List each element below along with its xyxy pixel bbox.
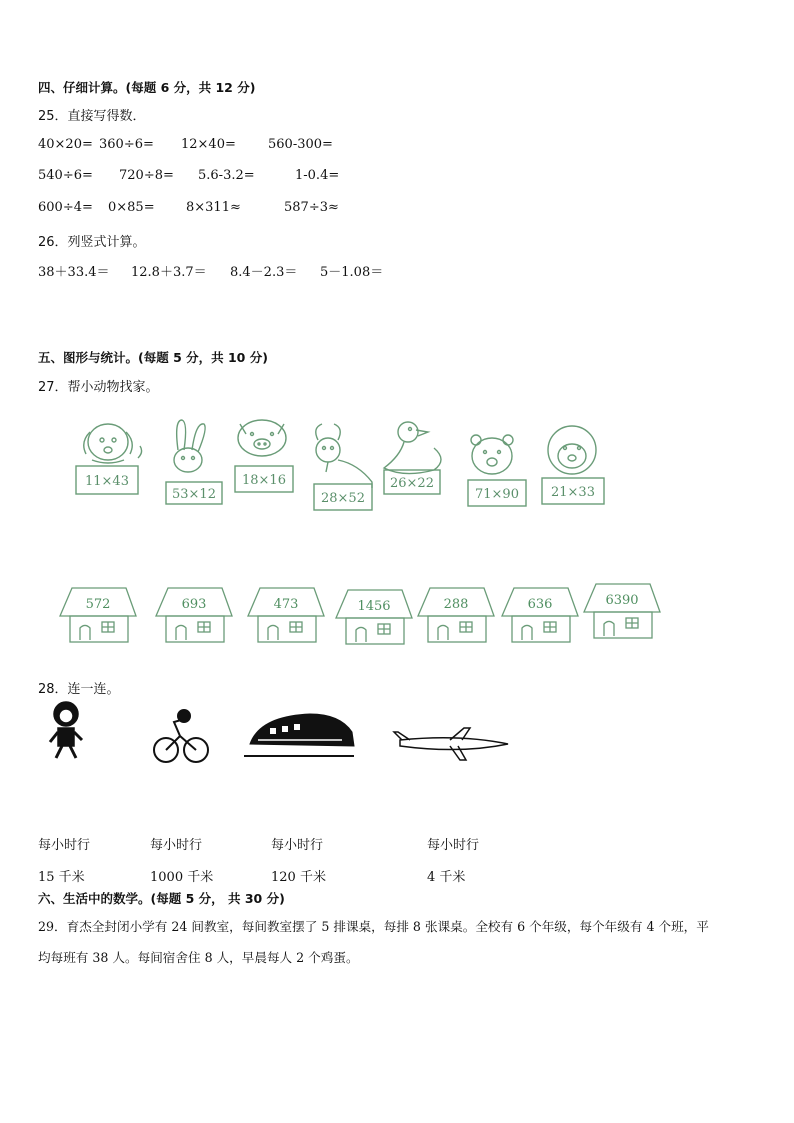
house-3-number: 1456: [357, 599, 391, 614]
house-4-number: 288: [443, 597, 469, 612]
monkey-icon: [548, 426, 596, 474]
bear-icon: [471, 435, 513, 474]
train-icon: [244, 714, 354, 756]
rabbit-icon: [174, 420, 205, 472]
cyclist-icon: [154, 710, 208, 762]
pig-icon: [238, 420, 286, 456]
q26-item-1: 12.8＋3.7＝: [131, 265, 207, 280]
q25-r2-c1: 0×85=: [108, 200, 155, 215]
duck-expr: 26×22: [390, 476, 434, 491]
q25-r0-c0: 40×20=: [38, 137, 93, 152]
speed-value-0: 15 千米: [38, 870, 85, 885]
speed-value-3: 4 千米: [427, 870, 466, 885]
dog-icon: [84, 424, 142, 463]
q25-r1-c3: 1-0.4=: [295, 168, 340, 183]
goat-expr: 28×52: [321, 491, 365, 506]
q26-item-3: 5－1.08＝: [320, 265, 384, 280]
q25-r0-c1: 360÷6=: [99, 137, 154, 152]
house-6-number: 6390: [605, 593, 639, 608]
q25-r2-c0: 600÷4=: [38, 200, 93, 215]
q25-r2-c2: 8×311≈: [186, 200, 241, 215]
rabbit-expr: 53×12: [172, 487, 216, 502]
q25-r0-c2: 12×40=: [181, 137, 236, 152]
speed-value-2: 120 千米: [271, 870, 326, 885]
house-5-number: 636: [527, 597, 553, 612]
question-26-label: 26．列竖式计算。: [38, 235, 146, 250]
dog-expr: 11×43: [85, 474, 129, 489]
transport-pictures: [44, 700, 524, 780]
bear-expr: 71×90: [475, 487, 519, 502]
q25-r0-c3: 560-300=: [268, 137, 333, 152]
house-1-number: 693: [181, 597, 207, 612]
houses-row: [58, 582, 668, 648]
speed-label-3: 每小时行: [427, 838, 480, 853]
airplane-icon: [394, 728, 508, 760]
house-2-number: 473: [273, 597, 299, 612]
q25-r1-c1: 720÷8=: [119, 168, 174, 183]
animals-row: [60, 410, 680, 520]
section-4-title: 四、仔细计算。(每题 6 分，共 12 分): [38, 80, 256, 95]
speed-label-0: 每小时行: [38, 838, 91, 853]
q25-r2-c3: 587÷3≈: [284, 200, 339, 215]
speed-label-1: 每小时行: [150, 838, 203, 853]
monkey-expr: 21×33: [551, 485, 595, 500]
question-27-label: 27．帮小动物找家。: [38, 380, 159, 395]
speed-value-1: 1000 千米: [150, 870, 214, 885]
pig-expr: 18×16: [242, 473, 286, 488]
q25-r1-c0: 540÷6=: [38, 168, 93, 183]
goat-icon: [316, 424, 372, 488]
duck-icon: [384, 422, 441, 474]
question-29-line-1: 29．育杰全封闭小学有 24 间教室，每间教室摆了 5 排课桌，每排 8 张课桌。全校有 6 个年级，每个年级有 4 个班，平: [38, 919, 709, 934]
section-5-title: 五、图形与统计。(每题 5 分，共 10 分): [38, 350, 268, 365]
q26-item-2: 8.4－2.3＝: [230, 265, 298, 280]
question-29-line-2: 均每班有 38 人。每间宿舍住 8 人，早晨每人 2 个鸡蛋。: [38, 950, 359, 965]
question-28-label: 28．连一连。: [38, 682, 120, 697]
question-25-label: 25．直接写得数．: [38, 109, 146, 124]
section-6-title: 六、生活中的数学。(每题 5 分， 共 30 分): [38, 891, 285, 906]
speed-label-2: 每小时行: [271, 838, 324, 853]
q25-r1-c2: 5.6-3.2=: [198, 168, 255, 183]
walking-girl-icon: [50, 702, 82, 758]
house-0-number: 572: [85, 597, 111, 612]
q26-item-0: 38＋33.4＝: [38, 265, 110, 280]
